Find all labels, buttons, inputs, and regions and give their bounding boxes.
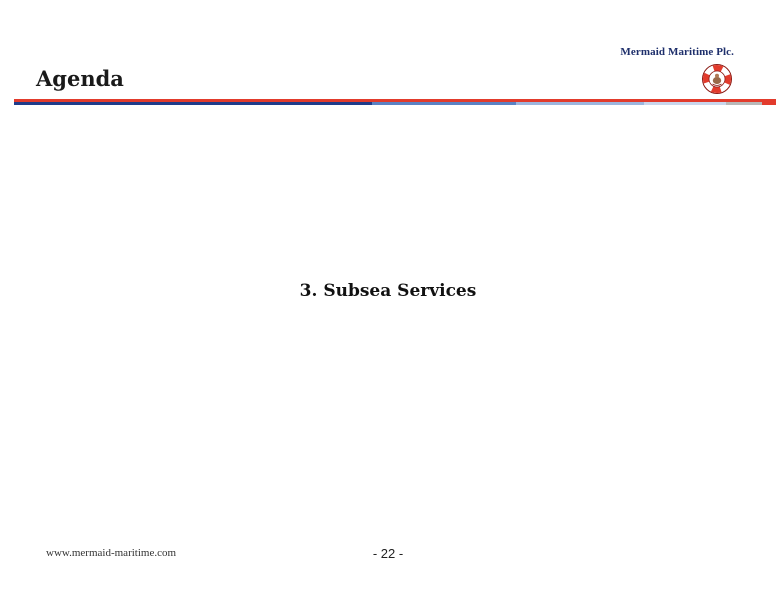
lifebuoy-logo-icon — [701, 63, 733, 95]
header-divider-bar — [14, 99, 776, 107]
page-number: - 22 - — [372, 546, 404, 561]
slide-title: Agenda — [36, 66, 124, 91]
section-title: 3. Subsea Services — [299, 281, 477, 301]
footer-url[interactable]: www.mermaid-maritime.com — [46, 547, 177, 559]
company-name: Mermaid Maritime Plc. — [620, 46, 734, 58]
